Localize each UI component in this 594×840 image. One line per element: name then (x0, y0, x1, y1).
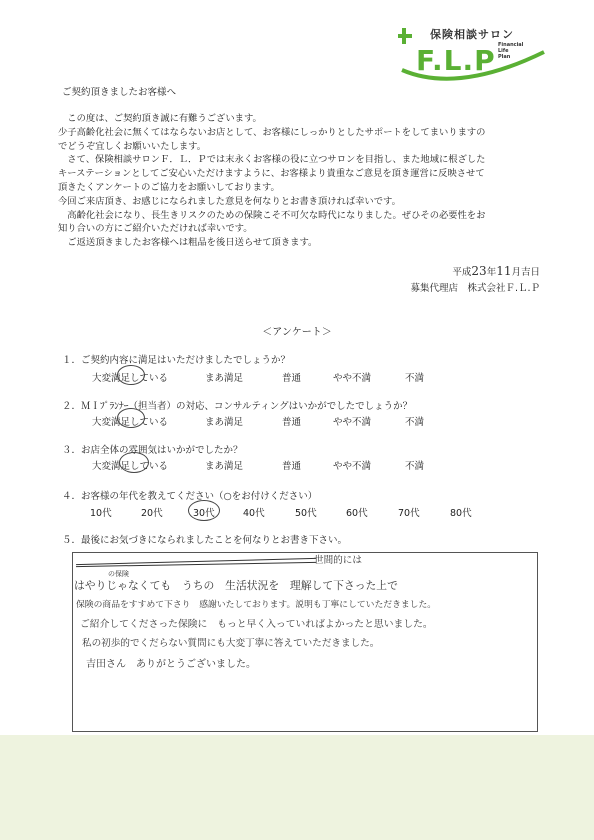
date-month: 11 (496, 264, 512, 278)
comment-line: の保険 (108, 570, 129, 578)
greeting: ご契約頂きましたお客様へ (62, 87, 177, 98)
option: やや不満 (333, 461, 372, 472)
selection-circle (117, 365, 145, 385)
option: 大変満足している (92, 461, 169, 472)
date-mid: 年 (486, 267, 497, 278)
option: 20代 (141, 508, 163, 519)
letter-line: 少子高齢化社会に無くてはならないお店として、お客様にしっかりとしたサポートをしてまいりますの (58, 126, 486, 138)
logo-sub-line: Plan (498, 54, 511, 60)
option: 不満 (405, 461, 425, 472)
comment-line: 世間的には (314, 555, 362, 566)
logo-sub (498, 42, 523, 60)
option: やや不満 (333, 417, 372, 428)
letter-line: さて、保険相談サロンＦ．Ｌ．Ｐでは末永くお客様の役に立つサロンを目指し、また地域に根ざした (58, 154, 486, 166)
letter-line: 高齢化社会になり、長生きリスクのための保険こそ不可欠な時代になりました。ぜひその必要性をお (58, 209, 486, 221)
option: 不満 (405, 417, 425, 428)
comment-line: はやりじゃなくても うちの 生活状況を 理解して下さった上で (74, 579, 398, 592)
letter-body (58, 112, 548, 250)
logo-sub-line: Life (498, 48, 509, 54)
option: 70代 (398, 508, 420, 519)
letter-line: この度は、ご契約頂き誠に有難うございます。 (58, 113, 262, 124)
option: 普通 (282, 373, 302, 384)
option: 大変満足している (92, 373, 169, 384)
selection-circle (188, 500, 220, 521)
option: やや不満 (333, 373, 372, 384)
selection-circle (119, 452, 149, 473)
selection-circle (117, 408, 145, 428)
option: まあ満足 (205, 417, 244, 428)
option: 普通 (282, 461, 302, 472)
date-year: 23 (471, 264, 487, 278)
date-suffix: 月吉日 (511, 267, 540, 278)
question-3: ３．お店全体の雰囲気はいかがでしたか？ (62, 445, 243, 456)
option: まあ満足 (205, 461, 244, 472)
letter-line: キーステーションとしてご安心いただけますように、お客様より貴重なご意見を頂き運営に反映させて (58, 168, 485, 180)
option: まあ満足 (205, 373, 244, 384)
option: 10代 (90, 508, 112, 519)
option: 普通 (282, 417, 302, 428)
letter-line: でどうぞ宜しくお願いいたします。 (58, 140, 207, 152)
survey-title: ＜アンケート＞ (262, 327, 332, 338)
comment-line: 吉田さん ありがとうございました。 (86, 659, 256, 670)
logo-brand: F.L.P (416, 44, 496, 77)
letter-line: 頂きたくアンケートのご協力をお願いしております。 (58, 181, 280, 193)
option: 60代 (346, 508, 368, 519)
bottom-band (0, 735, 594, 840)
question-4: ４．お客様の年代を教えてください（○をお付けください） (62, 491, 318, 502)
comment-line: 保険の商品をすすめて下さり 感謝いたしております。説明も丁寧にしていただきました。 (76, 600, 437, 610)
letter-line: 今回ご来店頂き、お感じになられました意見を何なりとお書き頂ければ幸いです。 (58, 195, 401, 207)
date-line (452, 264, 540, 278)
letter-line: ご返送頂きましたお客様へは粗品を後日送らせて頂きます。 (58, 237, 318, 249)
question-2: ２．ＭＩﾌﾟﾗﾝﾅｰ（担当者）の対応、コンサルティングはいかがでしたでしょうか？ (62, 401, 413, 412)
option: 30代 (193, 508, 215, 519)
agent-name: 募集代理店 株式会社Ｆ.Ｌ.Ｐ (410, 283, 540, 294)
letter-line: 知り合いの方にご紹介いただければ幸いです。 (58, 223, 253, 235)
option: 50代 (295, 508, 317, 519)
option: 不満 (405, 373, 425, 384)
logo-name: 保険相談サロン (430, 28, 514, 41)
logo-sub-line: Financial (498, 42, 524, 48)
date-prefix: 平成 (452, 267, 472, 278)
option: 40代 (243, 508, 265, 519)
question-5: ５．最後にお気づきになられましたことを何なりとお書き下さい。 (62, 535, 348, 546)
question-1: １．ご契約内容に満足はいただけましたでしょうか？ (62, 355, 291, 366)
option: 80代 (450, 508, 472, 519)
comment-line: 私の初歩的でくだらない質問にも大変丁寧に答えていただきました。 (82, 638, 380, 649)
option: 大変満足している (92, 417, 169, 428)
comment-line: ご紹介してくださった保険に もっと早く入っていればよかったと思いました。 (80, 619, 433, 630)
